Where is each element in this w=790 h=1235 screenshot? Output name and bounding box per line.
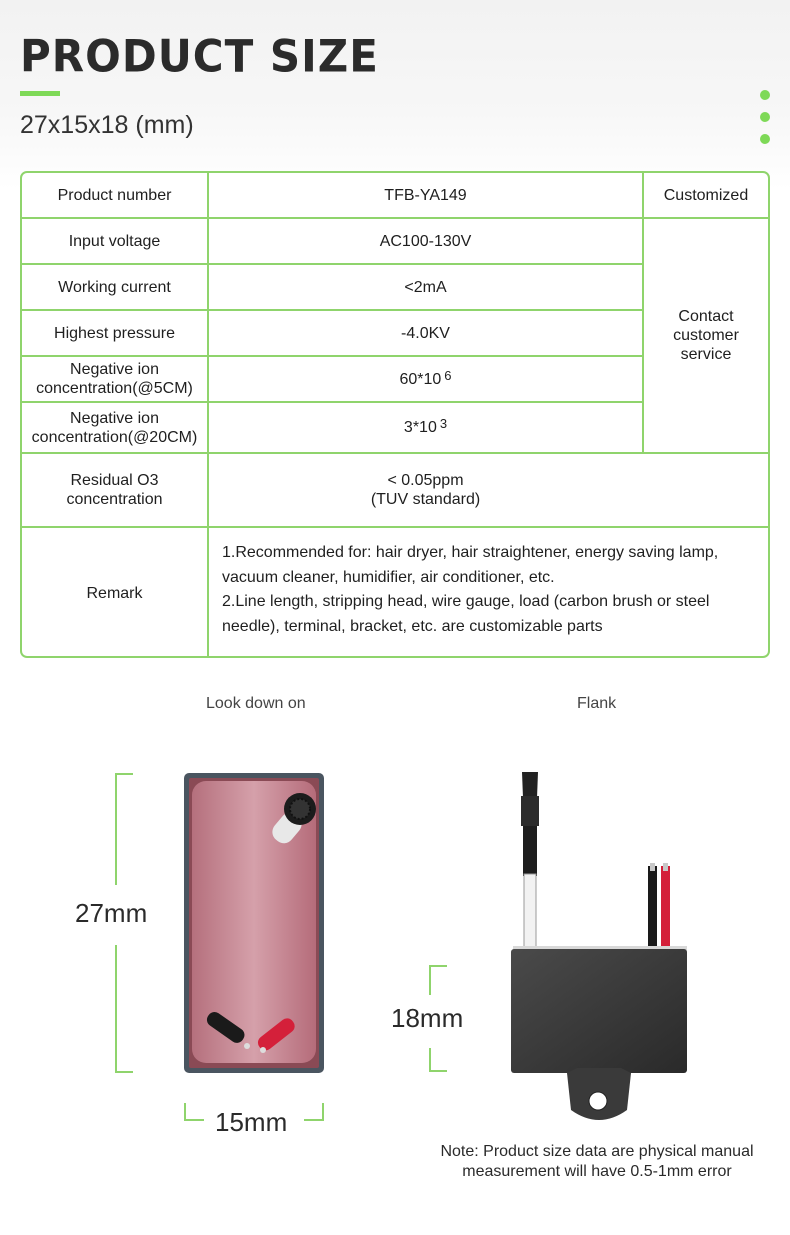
customized-value: Contact customer service bbox=[673, 308, 739, 363]
value-exponent: 6 bbox=[444, 367, 452, 383]
measurement-note: Note: Product size data are physical manual measurement will have 0.5-1mm error bbox=[440, 1143, 754, 1180]
row-label: Product number bbox=[57, 186, 172, 204]
row-label: Input voltage bbox=[68, 232, 161, 250]
row-value: <2mA bbox=[404, 278, 447, 296]
wire-tip bbox=[650, 863, 655, 871]
width-dimension: 15mm bbox=[215, 1107, 288, 1137]
spec-table bbox=[20, 171, 770, 658]
brush-stem bbox=[524, 874, 536, 950]
wire-tip bbox=[663, 863, 668, 871]
row-label: Negative ion concentration(@20CM) bbox=[31, 409, 198, 446]
black-wire-icon bbox=[648, 866, 657, 950]
dot-icon bbox=[760, 112, 770, 122]
remark-line: 1.Recommended for: hair dryer, hair straightener, energy saving lamp, vacuum cleaner, humidifier, air conditioner, etc. bbox=[222, 544, 719, 586]
decorative-dots bbox=[760, 90, 770, 156]
title-underline bbox=[20, 91, 60, 96]
size-subtitle: 27x15x18 (mm) bbox=[20, 111, 194, 139]
row-value: AC100-130V bbox=[379, 232, 472, 250]
value-line: < 0.05ppm bbox=[387, 472, 464, 489]
row-label: Highest pressure bbox=[54, 324, 175, 342]
dot-icon bbox=[760, 134, 770, 144]
brush-bristle-icon bbox=[522, 772, 538, 798]
dimension-line bbox=[304, 1119, 324, 1121]
value-base: 3*10 bbox=[403, 419, 437, 436]
row-value: TFB-YA149 bbox=[384, 186, 467, 204]
side-view-label: Flank bbox=[577, 695, 617, 712]
top-view-device bbox=[183, 772, 325, 1074]
brush-sleeve bbox=[521, 796, 539, 826]
dimension-tick bbox=[115, 1071, 133, 1073]
dimension-tick bbox=[322, 1103, 324, 1121]
customized-header: Customized bbox=[663, 186, 749, 204]
remark-line: 2.Line length, stripping head, wire gauge, load (carbon brush or steel needle), terminal, bracket, etc. are customizable parts bbox=[222, 593, 710, 635]
dot-icon bbox=[760, 90, 770, 100]
remark-text bbox=[222, 541, 742, 639]
dimension-tick bbox=[429, 1070, 447, 1072]
brush-sleeve bbox=[523, 826, 537, 876]
side-view-device bbox=[505, 768, 695, 1128]
page-title: PRODUCT SIZE bbox=[20, 30, 379, 83]
mounting-hole-icon bbox=[589, 1092, 607, 1110]
brush-bristles bbox=[290, 799, 310, 819]
dimension-line bbox=[115, 945, 117, 1073]
dimension-line bbox=[115, 773, 117, 885]
dimension-line bbox=[184, 1119, 204, 1121]
row-value bbox=[209, 454, 642, 526]
top-view-label: Look down on bbox=[206, 695, 306, 712]
length-dimension: 27mm bbox=[75, 898, 148, 928]
row-label: Negative ion concentration(@5CM) bbox=[36, 361, 193, 397]
wire-tip bbox=[244, 1043, 250, 1049]
value-exponent: 3 bbox=[439, 416, 448, 431]
header-background bbox=[0, 0, 790, 190]
remark-label: Remark bbox=[86, 584, 143, 602]
device-body bbox=[511, 949, 687, 1073]
dimension-tick bbox=[429, 965, 447, 967]
dimension-line bbox=[429, 1048, 431, 1072]
value-line: (TUV standard) bbox=[370, 491, 481, 508]
value-base: 60*10 bbox=[399, 370, 442, 388]
dimension-tick bbox=[115, 773, 133, 775]
row-label: Working current bbox=[58, 278, 171, 296]
wire-tip bbox=[260, 1047, 266, 1053]
dimension-line bbox=[429, 965, 431, 995]
height-dimension: 18mm bbox=[391, 1003, 464, 1033]
row-value bbox=[209, 403, 642, 452]
red-wire-icon bbox=[661, 866, 670, 950]
row-value: -4.0KV bbox=[401, 324, 450, 342]
row-label: Residual O3 concentration bbox=[66, 472, 163, 508]
row-value bbox=[209, 357, 642, 401]
